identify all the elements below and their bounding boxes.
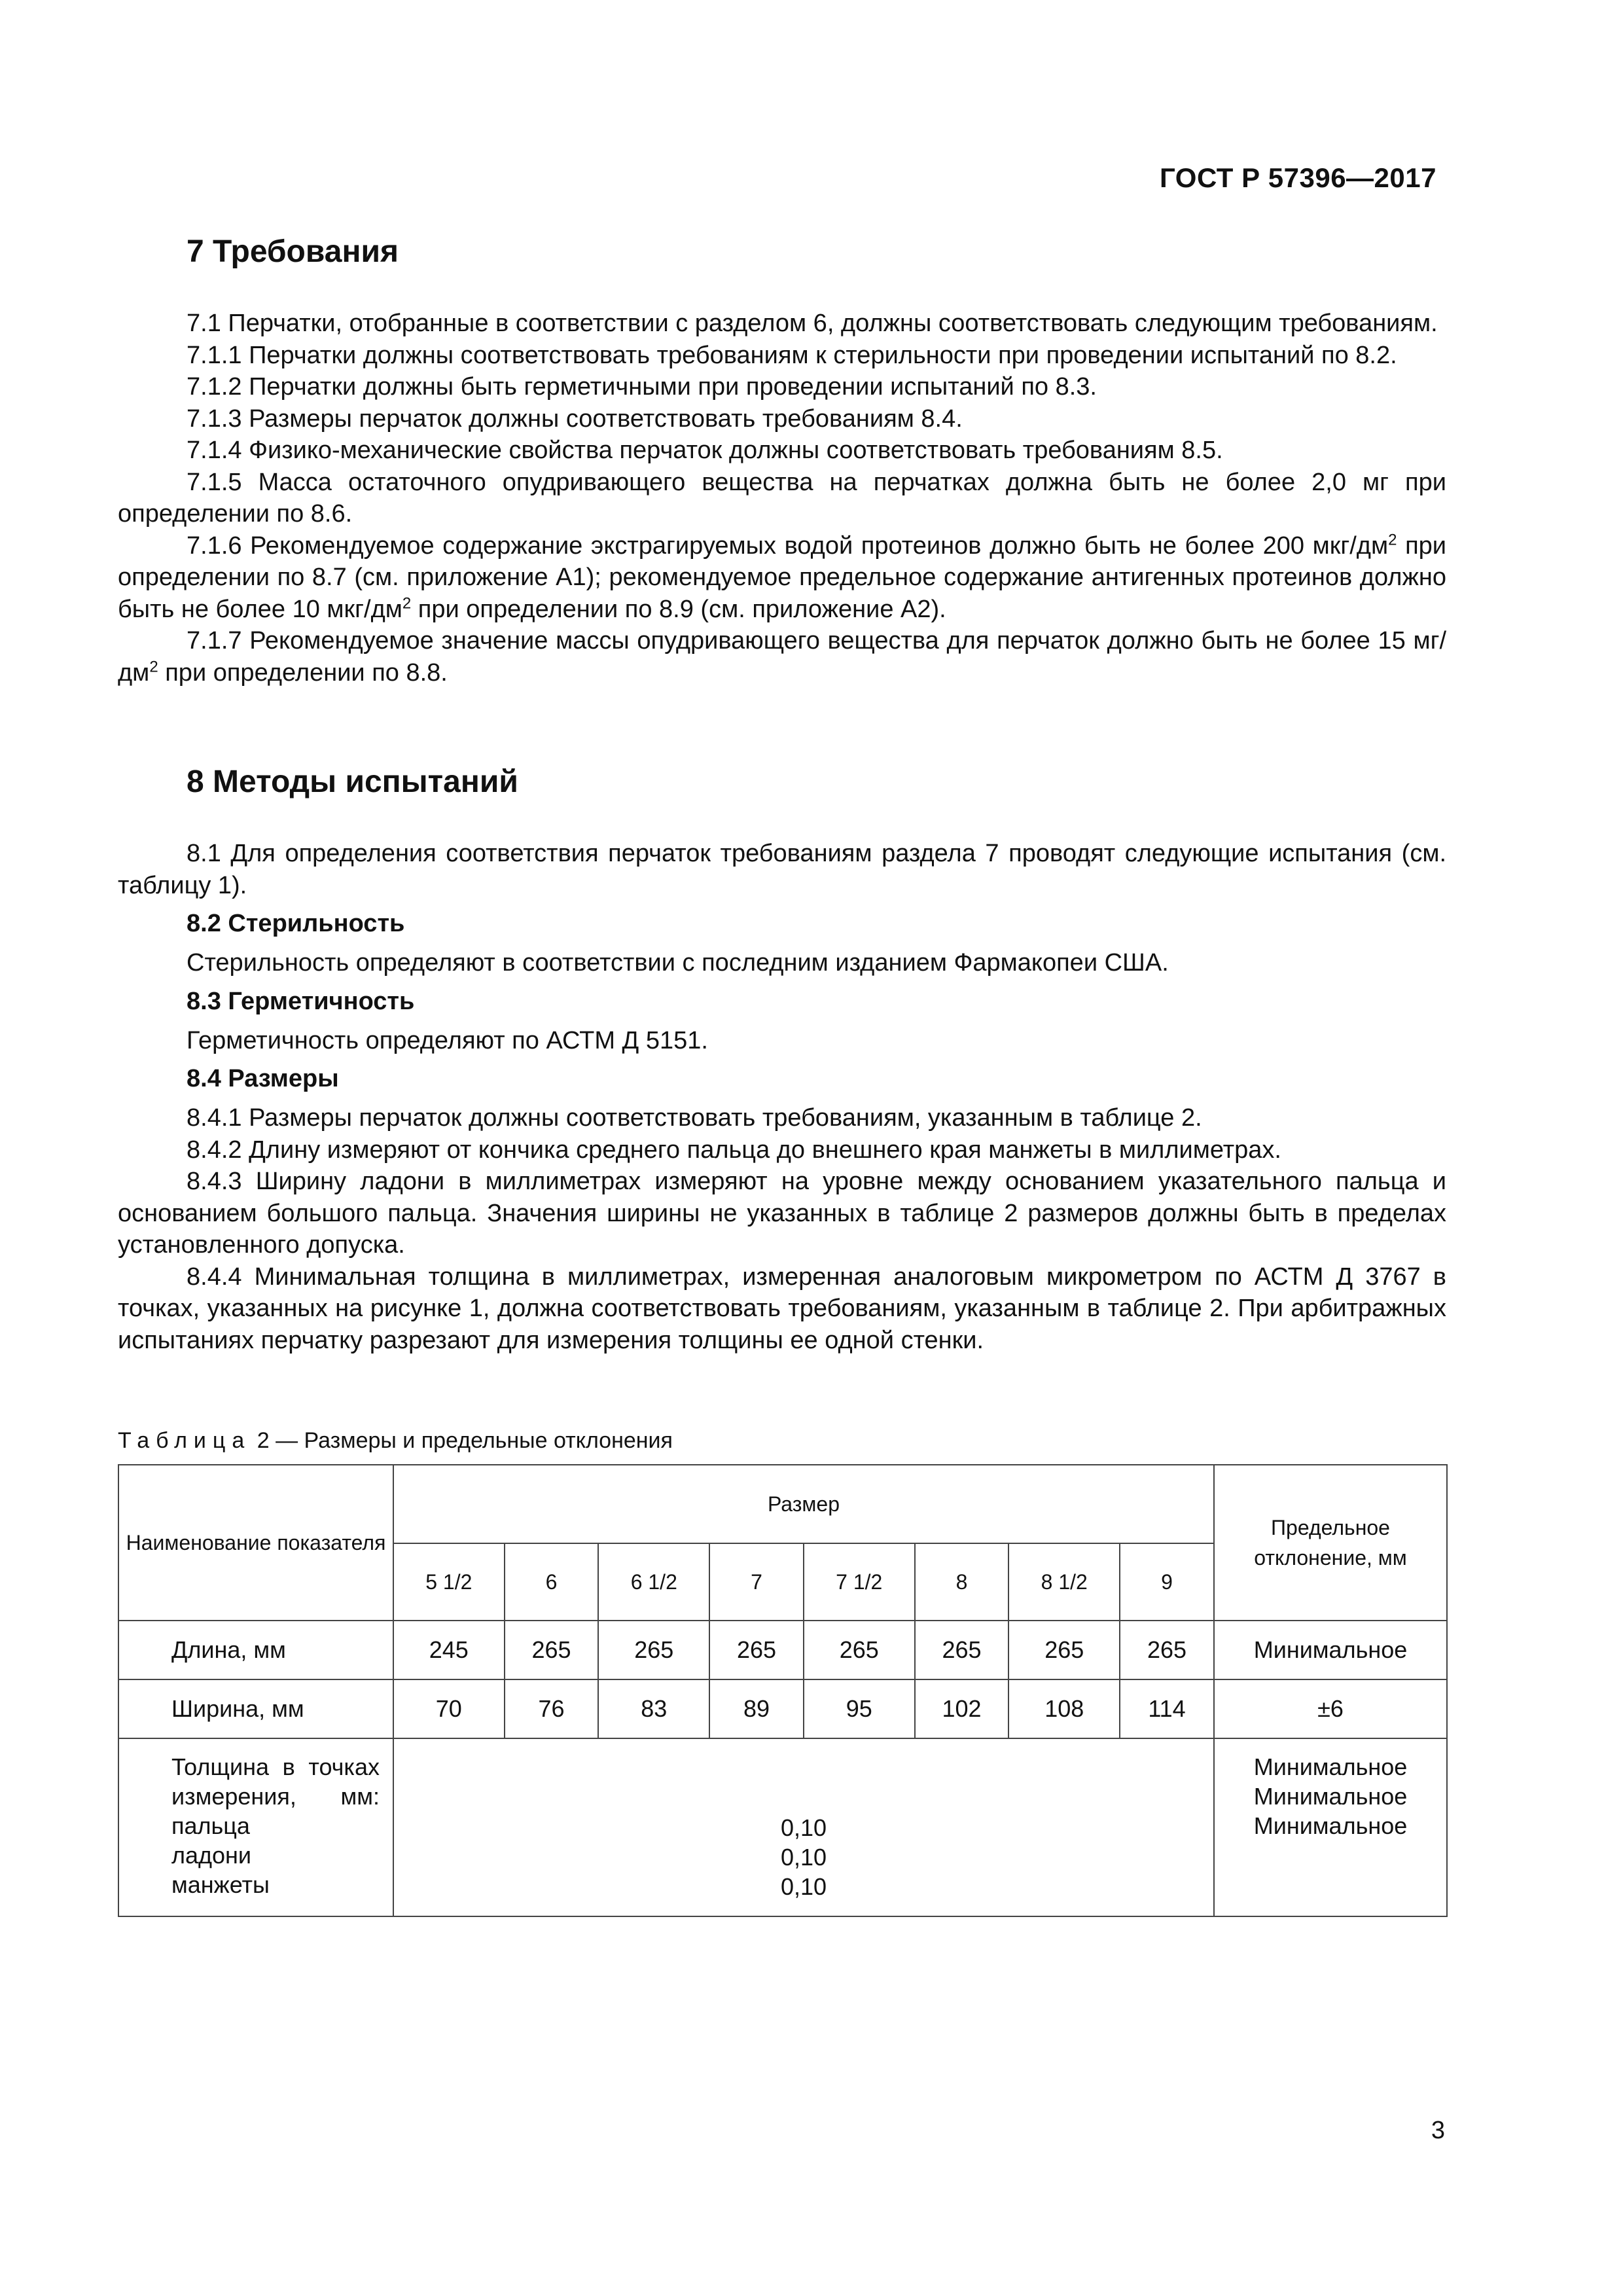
table-cell: 114 xyxy=(1120,1679,1214,1738)
paragraph-8-4-2: 8.4.2 Длину измеряют от кончика среднего пальца до внешнего края манжеты в миллиметрах. xyxy=(187,1136,1281,1164)
size-column-header: 8 1/2 xyxy=(1008,1543,1120,1621)
tolerance-cell: Минимальное xyxy=(1214,1621,1447,1679)
paragraph-7-1-6-part-a: 7.1.6 Рекомендуемое содержание экстрагируемых водой протеинов должно быть не более 200 мкг/дм xyxy=(187,531,1389,560)
row-label: Ширина, мм xyxy=(118,1679,393,1738)
paragraph-7-1-4: 7.1.4 Физико-механические свойства перчаток должны соответствовать требованиям 8.5. xyxy=(187,437,1223,464)
table-cell: 265 xyxy=(709,1621,804,1679)
paragraph-7-1-2: 7.1.2 Перчатки должны быть герметичными при проведении испытаний по 8.3. xyxy=(187,373,1097,401)
paragraph-8-2: Стерильность определяют в соответствии с последним изданием Фармакопеи США. xyxy=(187,949,1169,977)
header-size: Размер xyxy=(393,1465,1214,1543)
dimensions-table xyxy=(118,1464,1448,1917)
paragraph-7-1-6 xyxy=(118,530,1446,626)
heading-8-2: 8.2 Стерильность xyxy=(187,910,405,937)
row-label: Длина, мм xyxy=(118,1621,393,1679)
table-cell: 265 xyxy=(505,1621,599,1679)
table-cell: 265 xyxy=(804,1621,915,1679)
superscript: 2 xyxy=(149,657,158,675)
tolerance-value: Минимальное xyxy=(1253,1812,1408,1839)
table-cell: 102 xyxy=(915,1679,1009,1738)
paragraph-7-1-6-part-c: при определении по 8.9 (см. приложение А2). xyxy=(411,595,946,623)
size-column-header: 5 1/2 xyxy=(393,1543,505,1621)
paragraph-8-1: 8.1 Для определения соответствия перчаток требованиям раздела 7 проводят следующие испытания (см. таблицу 1). xyxy=(118,840,1446,899)
thickness-value: 0,10 xyxy=(780,1814,827,1841)
paragraph-8-4-1: 8.4.1 Размеры перчаток должны соответствовать требованиям, указанным в таблице 2. xyxy=(187,1104,1202,1132)
page-number: 3 xyxy=(1431,2117,1445,2144)
table-cell: 245 xyxy=(393,1621,505,1679)
table-cell: 76 xyxy=(505,1679,599,1738)
table-cell: 265 xyxy=(915,1621,1009,1679)
row-label-thickness xyxy=(118,1738,393,1916)
table-cell: 265 xyxy=(1008,1621,1120,1679)
table-cell: 265 xyxy=(598,1621,709,1679)
paragraph-7-1-7-part-b: при определении по 8.8. xyxy=(158,658,448,687)
thickness-values xyxy=(393,1738,1214,1916)
header-tolerance: Предельное отклонение, мм xyxy=(1214,1465,1447,1621)
table-cell: 265 xyxy=(1120,1621,1214,1679)
table-caption-label: Таблица xyxy=(118,1428,251,1453)
paragraph-8-4-3: 8.4.3 Ширину ладони в миллиметрах измеряют на уровне между основанием указательного пальца и основанием большого пальца. Значения ширины не указанных в таблице 2 размеров должны быть в пределах установленного допуска. xyxy=(118,1168,1446,1259)
paragraph-8-3: Герметичность определяют по АСТМ Д 5151. xyxy=(187,1026,708,1054)
thickness-value: 0,10 xyxy=(780,1843,827,1871)
table-cell: 108 xyxy=(1008,1679,1120,1738)
superscript: 2 xyxy=(402,594,412,612)
thickness-value: 0,10 xyxy=(780,1873,827,1900)
thickness-lead-label: Толщина в точках измерения, мм: xyxy=(171,1753,380,1810)
table-cell: 83 xyxy=(598,1679,709,1738)
table-cell: 89 xyxy=(709,1679,804,1738)
heading-8-3: 8.3 Герметичность xyxy=(187,987,415,1015)
paragraph-8-4-4: 8.4.4 Минимальная толщина в миллиметрах, измеренная аналоговым микрометром по АСТМ Д 3767 в точках, указанных на рисунке 1, должна соответствовать требованиям, указанным в таблице 2. При арбитражных испытаниях перчатку разрезают для измерения толщины ее одной стенки. xyxy=(118,1263,1446,1354)
table-row-length xyxy=(118,1621,1447,1679)
size-column-header: 7 1/2 xyxy=(804,1543,915,1621)
paragraph-7-1-3: 7.1.3 Размеры перчаток должны соответствовать требованиям 8.4. xyxy=(187,404,963,433)
page-content xyxy=(118,229,1446,1917)
section-8-title: 8 Методы испытаний xyxy=(187,764,518,799)
size-column-header: 6 1/2 xyxy=(598,1543,709,1621)
thickness-item: ладони xyxy=(171,1842,252,1869)
paragraph-7-1-7-part-a: 7.1.7 Рекомендуемое значение массы опудривающего вещества для перчаток должно быть не более 15 мг/дм xyxy=(118,627,1446,687)
table-caption-text: 2 — Размеры и предельные отклонения xyxy=(251,1428,673,1453)
table-cell: 95 xyxy=(804,1679,915,1738)
paragraph-7-1-1: 7.1.1 Перчатки должны соответствовать требованиям к стерильности при проведении испытаний по 8.2. xyxy=(187,341,1397,369)
thickness-item: пальца xyxy=(171,1812,250,1839)
size-column-header: 9 xyxy=(1120,1543,1214,1621)
size-column-header: 6 xyxy=(505,1543,599,1621)
header-indicator-name: Наименование показателя xyxy=(118,1465,393,1621)
table-cell: 70 xyxy=(393,1679,505,1738)
size-column-header: 8 xyxy=(915,1543,1009,1621)
superscript: 2 xyxy=(1388,530,1397,548)
table-row-thickness xyxy=(118,1738,1447,1916)
tolerance-value: Минимальное xyxy=(1253,1783,1408,1810)
tolerance-cell: ±6 xyxy=(1214,1679,1447,1738)
thickness-tolerances xyxy=(1214,1738,1447,1916)
table-caption xyxy=(118,1428,1446,1454)
paragraph-7-1-5: 7.1.5 Масса остаточного опудривающего вещества на перчатках должна быть не более 2,0 мг при определении по 8.6. xyxy=(118,468,1446,528)
thickness-item: манжеты xyxy=(171,1871,270,1898)
section-7-title: 7 Требования xyxy=(187,234,399,269)
size-column-header: 7 xyxy=(709,1543,804,1621)
tolerance-value: Минимальное xyxy=(1253,1753,1408,1780)
table-row-width xyxy=(118,1679,1447,1738)
paragraph-7-1-6-part-b: при определении по 8.7 (см. приложение А1); рекомендуемое предельное содержание антигенных протеинов должно быть не более 10 мкг/дм xyxy=(118,531,1447,623)
heading-8-4: 8.4 Размеры xyxy=(187,1065,339,1092)
document-code: ГОСТ Р 57396—2017 xyxy=(1160,162,1436,193)
paragraph-7-1: 7.1 Перчатки, отобранные в соответствии с разделом 6, должны соответствовать следующим требованиям. xyxy=(187,310,1438,337)
paragraph-7-1-7 xyxy=(118,625,1446,689)
